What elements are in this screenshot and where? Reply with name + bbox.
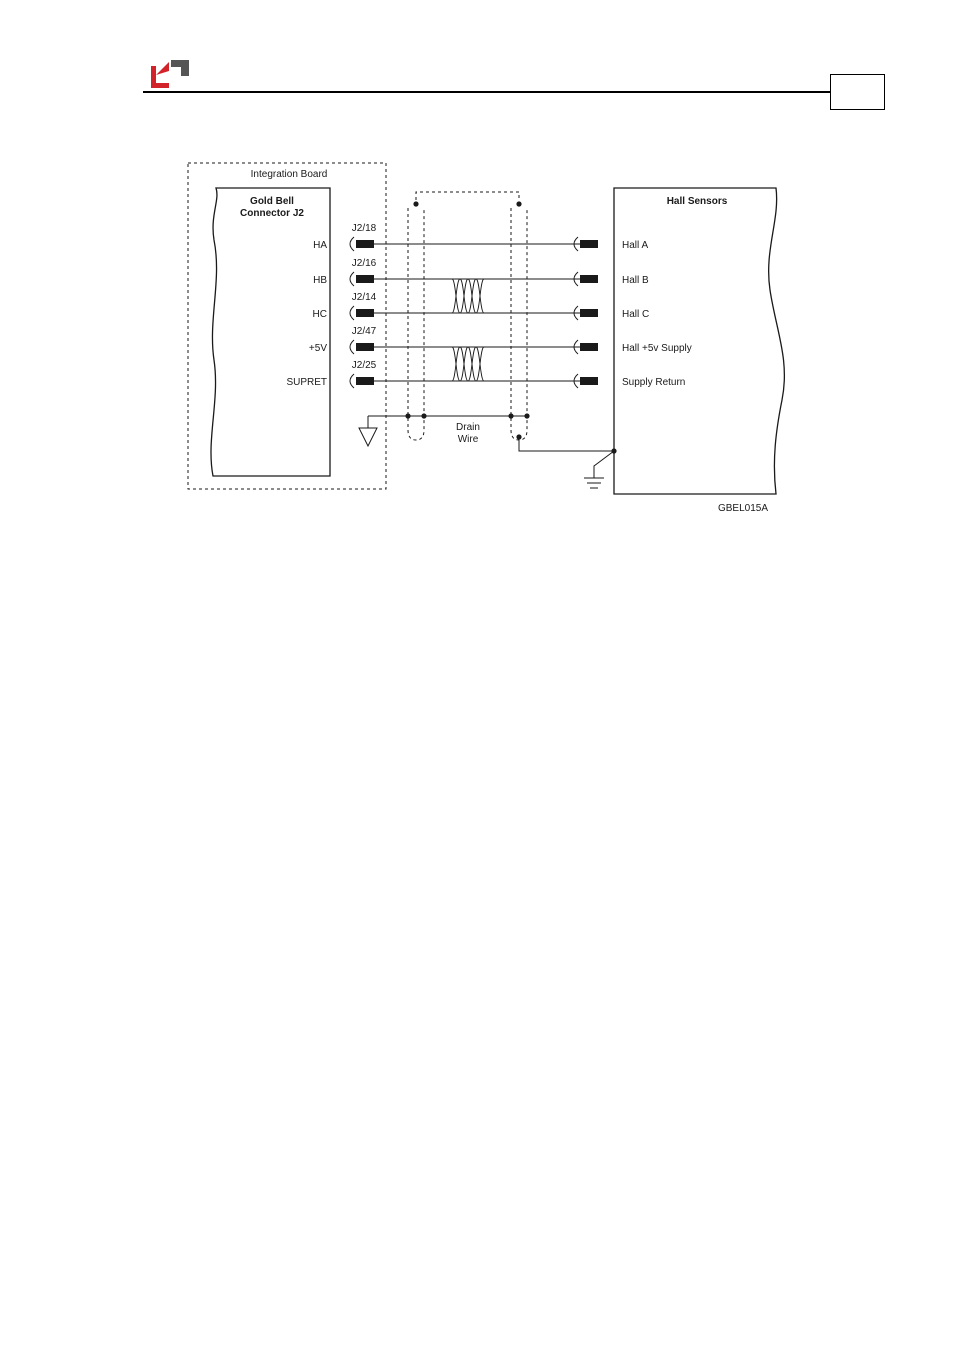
hall-sensors-box (614, 188, 784, 494)
pin-label: J2/18 (351, 223, 377, 234)
sensor-label: Hall C (622, 309, 650, 320)
signal-name: HB (313, 275, 327, 286)
connector-pin (356, 309, 374, 317)
connector-socket (350, 306, 354, 320)
sensor-label: Hall B (622, 275, 649, 286)
sensor-pin (580, 309, 598, 317)
connector-box (211, 188, 330, 476)
connector-pin (356, 240, 374, 248)
drain-wire-label-line1: Drain (456, 422, 480, 433)
connector-socket (350, 340, 354, 354)
sensor-pin (580, 275, 598, 283)
sensor-pin (580, 377, 598, 385)
pin-label: J2/25 (351, 360, 377, 371)
pin-label: J2/47 (351, 326, 377, 337)
signal-rows (286, 223, 691, 388)
connector-socket (350, 374, 354, 388)
connector-title-line1: Gold Bell (250, 196, 294, 207)
connector-pin (356, 377, 374, 385)
connector-title-line2: Connector J2 (240, 208, 304, 219)
chassis-ground-symbol (359, 428, 377, 446)
signal-name: +5V (308, 343, 327, 354)
drain-wire-label-line2: Wire (457, 434, 479, 445)
connector-pin (356, 343, 374, 351)
hall-sensors-title: Hall Sensors (666, 196, 728, 207)
earth-ground-symbol (584, 478, 604, 488)
twisted-pair-hb-hc (452, 279, 484, 313)
sensor-label: Hall +5v Supply (622, 343, 692, 354)
earth-ground-lead (594, 451, 614, 478)
signal-name: HC (312, 309, 327, 320)
pin-label: J2/14 (351, 292, 377, 303)
integration-board-label: Integration Board (250, 169, 328, 180)
connector-socket (350, 272, 354, 286)
signal-name: HA (313, 240, 327, 251)
figure-code: GBEL015A (717, 503, 769, 514)
connector-socket (350, 237, 354, 251)
drain-to-ground (519, 437, 614, 451)
twisted-pairs (452, 279, 484, 381)
signal-name: SUPRET (286, 377, 327, 388)
sensor-label: Hall A (622, 240, 649, 251)
connector-pin (356, 275, 374, 283)
twisted-pair-5v-supret (452, 347, 484, 381)
sensor-pin (580, 240, 598, 248)
sensor-pin (580, 343, 598, 351)
cable-shield (408, 192, 527, 440)
pin-label: J2/16 (351, 258, 377, 269)
sensor-label: Supply Return (622, 377, 686, 388)
